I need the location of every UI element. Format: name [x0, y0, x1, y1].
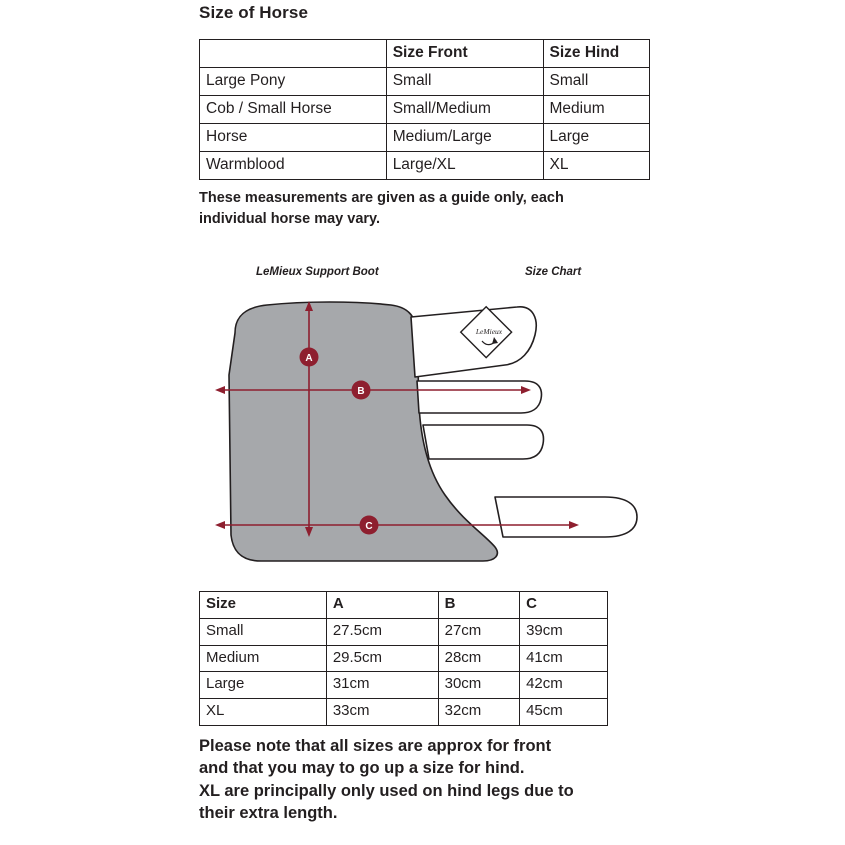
brand-text: LeMieux: [475, 327, 503, 336]
horse-cell-front: Large/XL: [386, 152, 543, 180]
marker-label-a: A: [305, 353, 313, 364]
marker-label-c: C: [365, 521, 373, 532]
horse-size-table: [199, 39, 650, 180]
diagram-title-left: LeMieux Support Boot: [256, 266, 379, 278]
table-row: [200, 618, 608, 645]
horse-cell-type: Horse: [200, 124, 387, 152]
footer-note-line-1: Please note that all sizes are approx for front: [199, 737, 552, 755]
boot-bottom-strap: [495, 497, 637, 537]
horse-cell-hind: Medium: [543, 96, 650, 124]
size-header-size: Size: [200, 592, 327, 619]
size-cell-name: Small: [200, 618, 327, 645]
size-cell-name: Medium: [200, 645, 327, 672]
footer-note-line-3: XL are principally only used on hind legs due to: [199, 781, 574, 800]
size-cell-c: 42cm: [520, 672, 608, 699]
table-header-row: [200, 40, 650, 68]
boot-middle-strap-1: [417, 381, 541, 413]
horse-cell-front: Small: [386, 68, 543, 96]
size-cell-a: 31cm: [326, 672, 438, 699]
table-header-row: [200, 592, 608, 619]
support-boot-diagram: [195, 285, 655, 575]
table-row: [200, 152, 650, 180]
size-cell-c: 45cm: [520, 699, 608, 726]
size-cell-a: 29.5cm: [326, 645, 438, 672]
boot-measurement-table: [199, 591, 608, 726]
horse-cell-hind: Large: [543, 124, 650, 152]
size-cell-c: 41cm: [520, 645, 608, 672]
size-cell-b: 27cm: [438, 618, 519, 645]
horse-header-size-hind: Size Hind: [543, 40, 650, 68]
table-row: [200, 124, 650, 152]
table-row: [200, 68, 650, 96]
table-row: [200, 672, 608, 699]
footer-note-line-2: and that you may to go up a size for hind.: [199, 759, 525, 778]
page-title: Size of Horse: [199, 3, 308, 22]
table-row: [200, 699, 608, 726]
size-cell-a: 33cm: [326, 699, 438, 726]
size-header-a: A: [326, 592, 438, 619]
size-cell-name: XL: [200, 699, 327, 726]
footer-note-line-4: their extra length.: [199, 803, 338, 822]
horse-cell-hind: Small: [543, 68, 650, 96]
horse-header-size-front: Size Front: [386, 40, 543, 68]
size-cell-b: 28cm: [438, 645, 519, 672]
size-header-c: C: [520, 592, 608, 619]
footer-note: [199, 735, 679, 824]
horse-cell-type: Cob / Small Horse: [200, 96, 387, 124]
marker-label-b: B: [357, 386, 365, 397]
horse-header-blank: [200, 40, 387, 68]
size-header-b: B: [438, 592, 519, 619]
horse-cell-type: Warmblood: [200, 152, 387, 180]
size-cell-name: Large: [200, 672, 327, 699]
horse-cell-type: Large Pony: [200, 68, 387, 96]
boot-middle-strap-2: [423, 425, 543, 459]
table-row: [200, 645, 608, 672]
size-cell-c: 39cm: [520, 618, 608, 645]
size-cell-b: 32cm: [438, 699, 519, 726]
horse-cell-hind: XL: [543, 152, 650, 180]
measurement-guide-note: These measurements are given as a guide only, each individual horse may vary.: [199, 190, 564, 227]
table-row: [200, 96, 650, 124]
size-cell-b: 30cm: [438, 672, 519, 699]
horse-cell-front: Small/Medium: [386, 96, 543, 124]
size-cell-a: 27.5cm: [326, 618, 438, 645]
diagram-title-right: Size Chart: [525, 266, 582, 278]
horse-cell-front: Medium/Large: [386, 124, 543, 152]
